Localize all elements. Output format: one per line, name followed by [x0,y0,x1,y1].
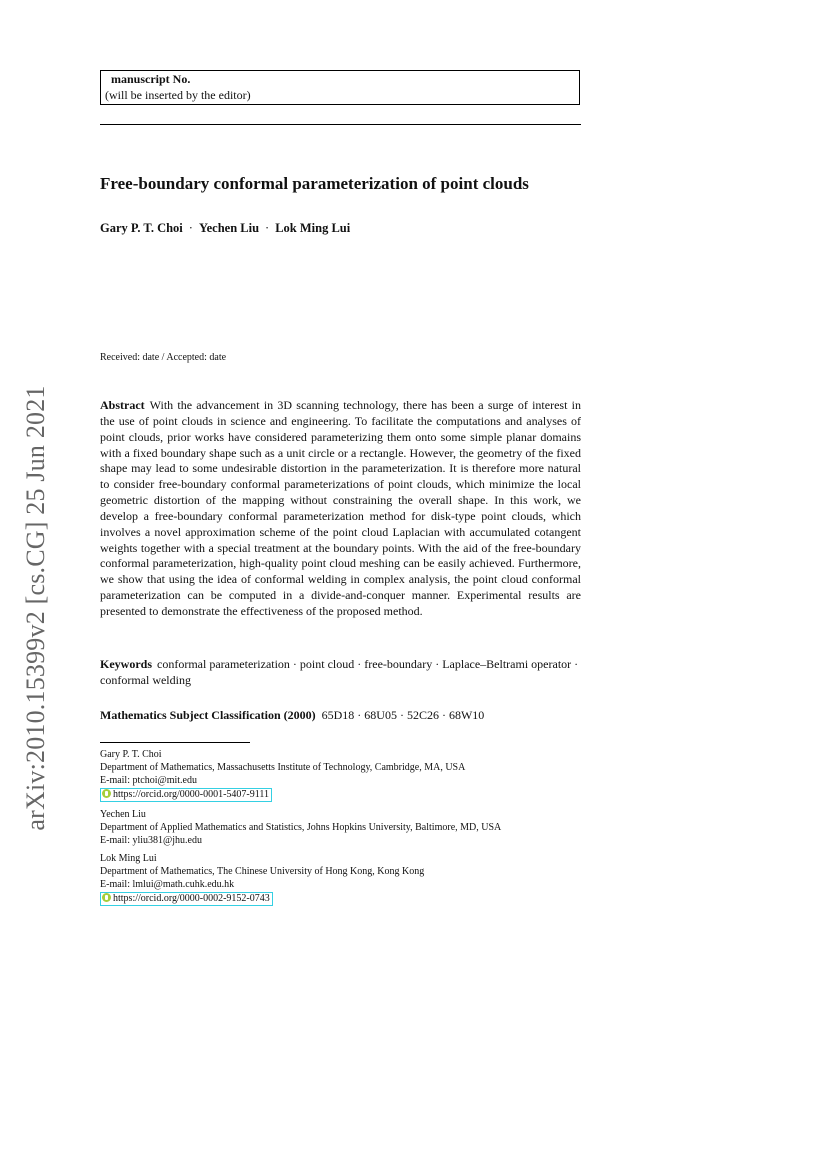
manuscript-label: manuscript No. [111,72,191,86]
orcid-link[interactable] [100,892,273,906]
keywords-label: Keywords [100,657,152,671]
author-name: Gary P. T. Choi [100,221,183,235]
affiliation-email: E-mail: lmlui@math.cuhk.edu.hk [100,879,235,891]
orcid-icon [102,789,111,798]
affiliation-email: E-mail: ptchoi@mit.edu [100,775,197,787]
affiliation-department: Department of Mathematics, Massachusetts Institute of Technology, Cambridge, MA, USA [100,762,466,774]
abstract-text: With the advancement in 3D scanning technology, there has been a surge of interest in the use of point clouds in science and engineering. To facilitate the computations and analyses of point clouds, prior works have considered parameterizing them onto some simple planar domains with a fixed boundary shape such as a unit circle or a rectangle. However, the geometry of the fixed shape may lead to some undesirable distortion in the parameterization. It is therefore more natural to consider free-boundary conformal parameterizations of point clouds, which minimize the local geometric distortion of the mapping without constraining the overall shape. In this work, we develop a free-boundary conformal parameterization method for disk-type point clouds, which involves a novel approximation scheme of the point cloud Laplacian with accumulated cotangent weights together with a special treatment at the boundary points. With the aid of the free-boundary conformal parameterization, high-quality point cloud meshing can be easily achieved. Furthermore, we show that using the idea of conformal welding in complex analysis, the point cloud conformal parameterization can be computed in a divide-and-conquer manner. Experimental results are presented to demonstrate the effectiveness of the proposed method. [100,398,581,618]
author-separator: · [188,221,193,235]
affiliation-liu [100,808,501,848]
author-name: Yechen Liu [198,221,260,235]
abstract-label: Abstract [100,398,145,412]
author-separator: · [265,221,270,235]
keywords-text: conformal parameterization · point cloud · free-boundary · Laplace–Beltrami operator · conformal welding [100,657,579,687]
orcid-url[interactable]: https://orcid.org/0000-0002-9152-0743 [113,892,270,904]
affiliation-email: E-mail: yliu381@jhu.edu [100,835,202,847]
msc-classification [100,707,581,723]
affiliation-name: Yechen Liu [100,809,146,820]
msc-codes: 65D18 · 68U05 · 52C26 · 68W10 [321,708,485,722]
affiliation-name: Gary P. T. Choi [100,749,162,760]
affiliation-choi [100,748,465,802]
author-name: Lok Ming Lui [275,221,351,235]
keywords [100,656,581,688]
paper-title: Free-boundary conformal parameterization of point clouds [100,174,529,193]
footnote-rule [100,742,250,743]
manuscript-note: (will be inserted by the editor) [105,87,251,102]
affiliation-department: Department of Applied Mathematics and Statistics, Johns Hopkins University, Baltimore, MD, USA [100,822,502,834]
affiliation-department: Department of Mathematics, The Chinese University of Hong Kong, Kong Kong [100,866,425,878]
orcid-link[interactable] [100,788,272,802]
manuscript-box [100,70,580,105]
arxiv-id: arXiv:2010.15399v2 [cs.CG] 25 Jun 2021 [21,384,50,831]
orcid-url[interactable]: https://orcid.org/0000-0001-5407-9111 [113,788,270,800]
author-list [100,221,350,236]
orcid-icon [102,893,111,902]
arxiv-sidebar-stamp [6,365,66,850]
msc-label: Mathematics Subject Classification (2000) [100,708,316,722]
affiliation-name: Lok Ming Lui [100,853,157,864]
affiliation-lui [100,852,424,906]
received-line: Received: date / Accepted: date [100,352,227,363]
abstract [100,398,581,620]
header-rule [100,124,581,125]
